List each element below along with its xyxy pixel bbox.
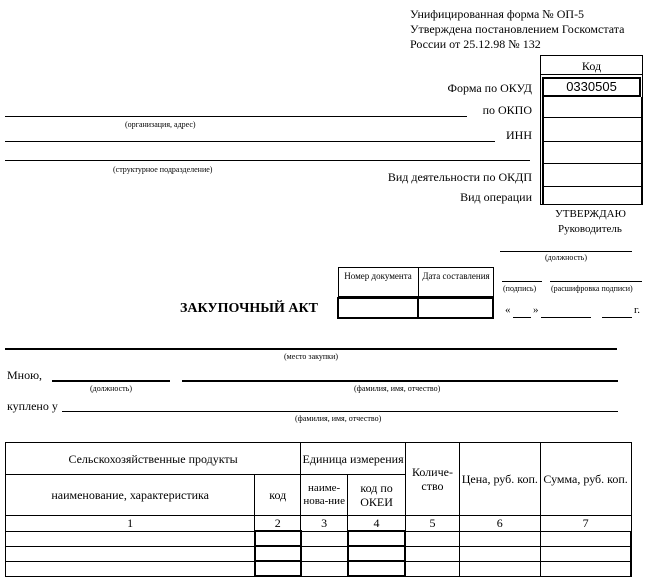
cell-unit[interactable]: [301, 531, 348, 546]
cell-qty[interactable]: [405, 546, 459, 561]
approve-day-line[interactable]: [513, 317, 531, 318]
org-caption: (организация, адрес): [125, 120, 196, 129]
doc-date-label: Дата составления: [422, 271, 490, 281]
doc-number-input[interactable]: [337, 297, 419, 319]
fio-caption: (фамилия, имя, отчество): [354, 384, 441, 393]
cell-price[interactable]: [459, 531, 540, 546]
table-row: [6, 561, 632, 576]
cell-name[interactable]: [6, 561, 255, 576]
cell-sum[interactable]: [540, 546, 631, 561]
code-title: Код: [581, 59, 602, 73]
products-table: [5, 442, 632, 577]
approve-year-line[interactable]: [602, 317, 632, 318]
cell-price[interactable]: [459, 546, 540, 561]
label-inn: ИНН: [506, 128, 532, 142]
cell-unit[interactable]: [301, 546, 348, 561]
approve-month-line[interactable]: [541, 317, 591, 318]
col-num-3: 3: [301, 516, 348, 532]
cell-price[interactable]: [459, 561, 540, 576]
approve-sign-line[interactable]: [502, 281, 542, 282]
org-line[interactable]: [5, 116, 467, 117]
approve-title: УТВЕРЖДАЮ: [555, 208, 626, 220]
approve-position-line[interactable]: [500, 251, 632, 252]
approve-sign-caption: (подпись): [503, 284, 537, 293]
table-row: [6, 546, 632, 561]
label-okud: Форма по ОКУД: [447, 81, 532, 95]
position-caption: (должность): [90, 384, 132, 393]
bought-label: куплено у: [7, 399, 58, 413]
th-okei: код по ОКЕИ: [348, 475, 406, 516]
doc-date-input[interactable]: [417, 297, 494, 319]
label-operation: Вид операции: [460, 190, 532, 204]
col-num-6: 6: [459, 516, 540, 532]
th-unit-name: наиме-нова-ние: [301, 475, 348, 516]
by-me-label: Мною,: [7, 368, 43, 382]
okud-code: 0330505: [566, 79, 617, 94]
place-caption: (место закупки): [284, 352, 339, 361]
cell-sum[interactable]: [540, 531, 631, 546]
approve-quote-close: »: [533, 304, 539, 316]
th-price: Цена, руб. коп.: [459, 443, 540, 516]
cell-code[interactable]: [255, 546, 301, 561]
table-row: [6, 531, 632, 546]
col-num-2: 2: [255, 516, 301, 532]
approval-date-line: России от 25.12.98 № 132: [410, 37, 541, 51]
col-num-4: 4: [348, 516, 406, 532]
struct-line[interactable]: [5, 160, 530, 161]
th-qty: Количе-ство: [405, 443, 459, 516]
cell-qty[interactable]: [405, 561, 459, 576]
approval-line: Утверждена постановлением Госкомстата: [410, 22, 625, 36]
struct-caption: (структурное подразделение): [113, 165, 213, 174]
approve-position-caption: (должность): [545, 253, 587, 262]
approve-quote-open: «: [505, 304, 511, 316]
cell-okei[interactable]: [348, 531, 406, 546]
cell-name[interactable]: [6, 546, 255, 561]
label-okdp: Вид деятельности по ОКДП: [387, 170, 532, 184]
th-sum: Сумма, руб. коп.: [540, 443, 631, 516]
cell-code[interactable]: [255, 531, 301, 546]
th-code: код: [255, 475, 301, 516]
th-name: наименование, характеристика: [6, 475, 255, 516]
cell-name[interactable]: [6, 531, 255, 546]
th-products-group: Сельскохозяйственные продукты: [6, 443, 301, 475]
place-line[interactable]: [5, 348, 617, 350]
position-line[interactable]: [52, 380, 170, 382]
cell-qty[interactable]: [405, 531, 459, 546]
cell-okei[interactable]: [348, 561, 406, 576]
fio-line[interactable]: [182, 380, 618, 382]
cell-unit[interactable]: [301, 561, 348, 576]
col-num-5: 5: [405, 516, 459, 532]
doc-number-label: Номер документа: [344, 271, 412, 281]
col-num-7: 7: [540, 516, 631, 532]
form-number-line: Унифицированная форма № ОП-5: [410, 7, 585, 21]
col-num-1: 1: [6, 516, 255, 532]
org-line-2[interactable]: [5, 141, 495, 142]
label-okpo: по ОКПО: [482, 103, 532, 117]
approve-year-suffix: г.: [634, 304, 641, 316]
doc-title: ЗАКУПОЧНЫЙ АКТ: [180, 301, 318, 316]
cell-code[interactable]: [255, 561, 301, 576]
cell-okei[interactable]: [348, 546, 406, 561]
approve-decode-caption: (расшифровка подписи): [551, 284, 633, 293]
approve-decode-line[interactable]: [550, 281, 642, 282]
cell-sum[interactable]: [540, 561, 631, 576]
approve-head: Руководитель: [558, 223, 622, 235]
seller-line[interactable]: [62, 411, 618, 412]
seller-caption: (фамилия, имя, отчество): [295, 414, 382, 423]
th-unit-group: Единица измерения: [301, 443, 406, 475]
